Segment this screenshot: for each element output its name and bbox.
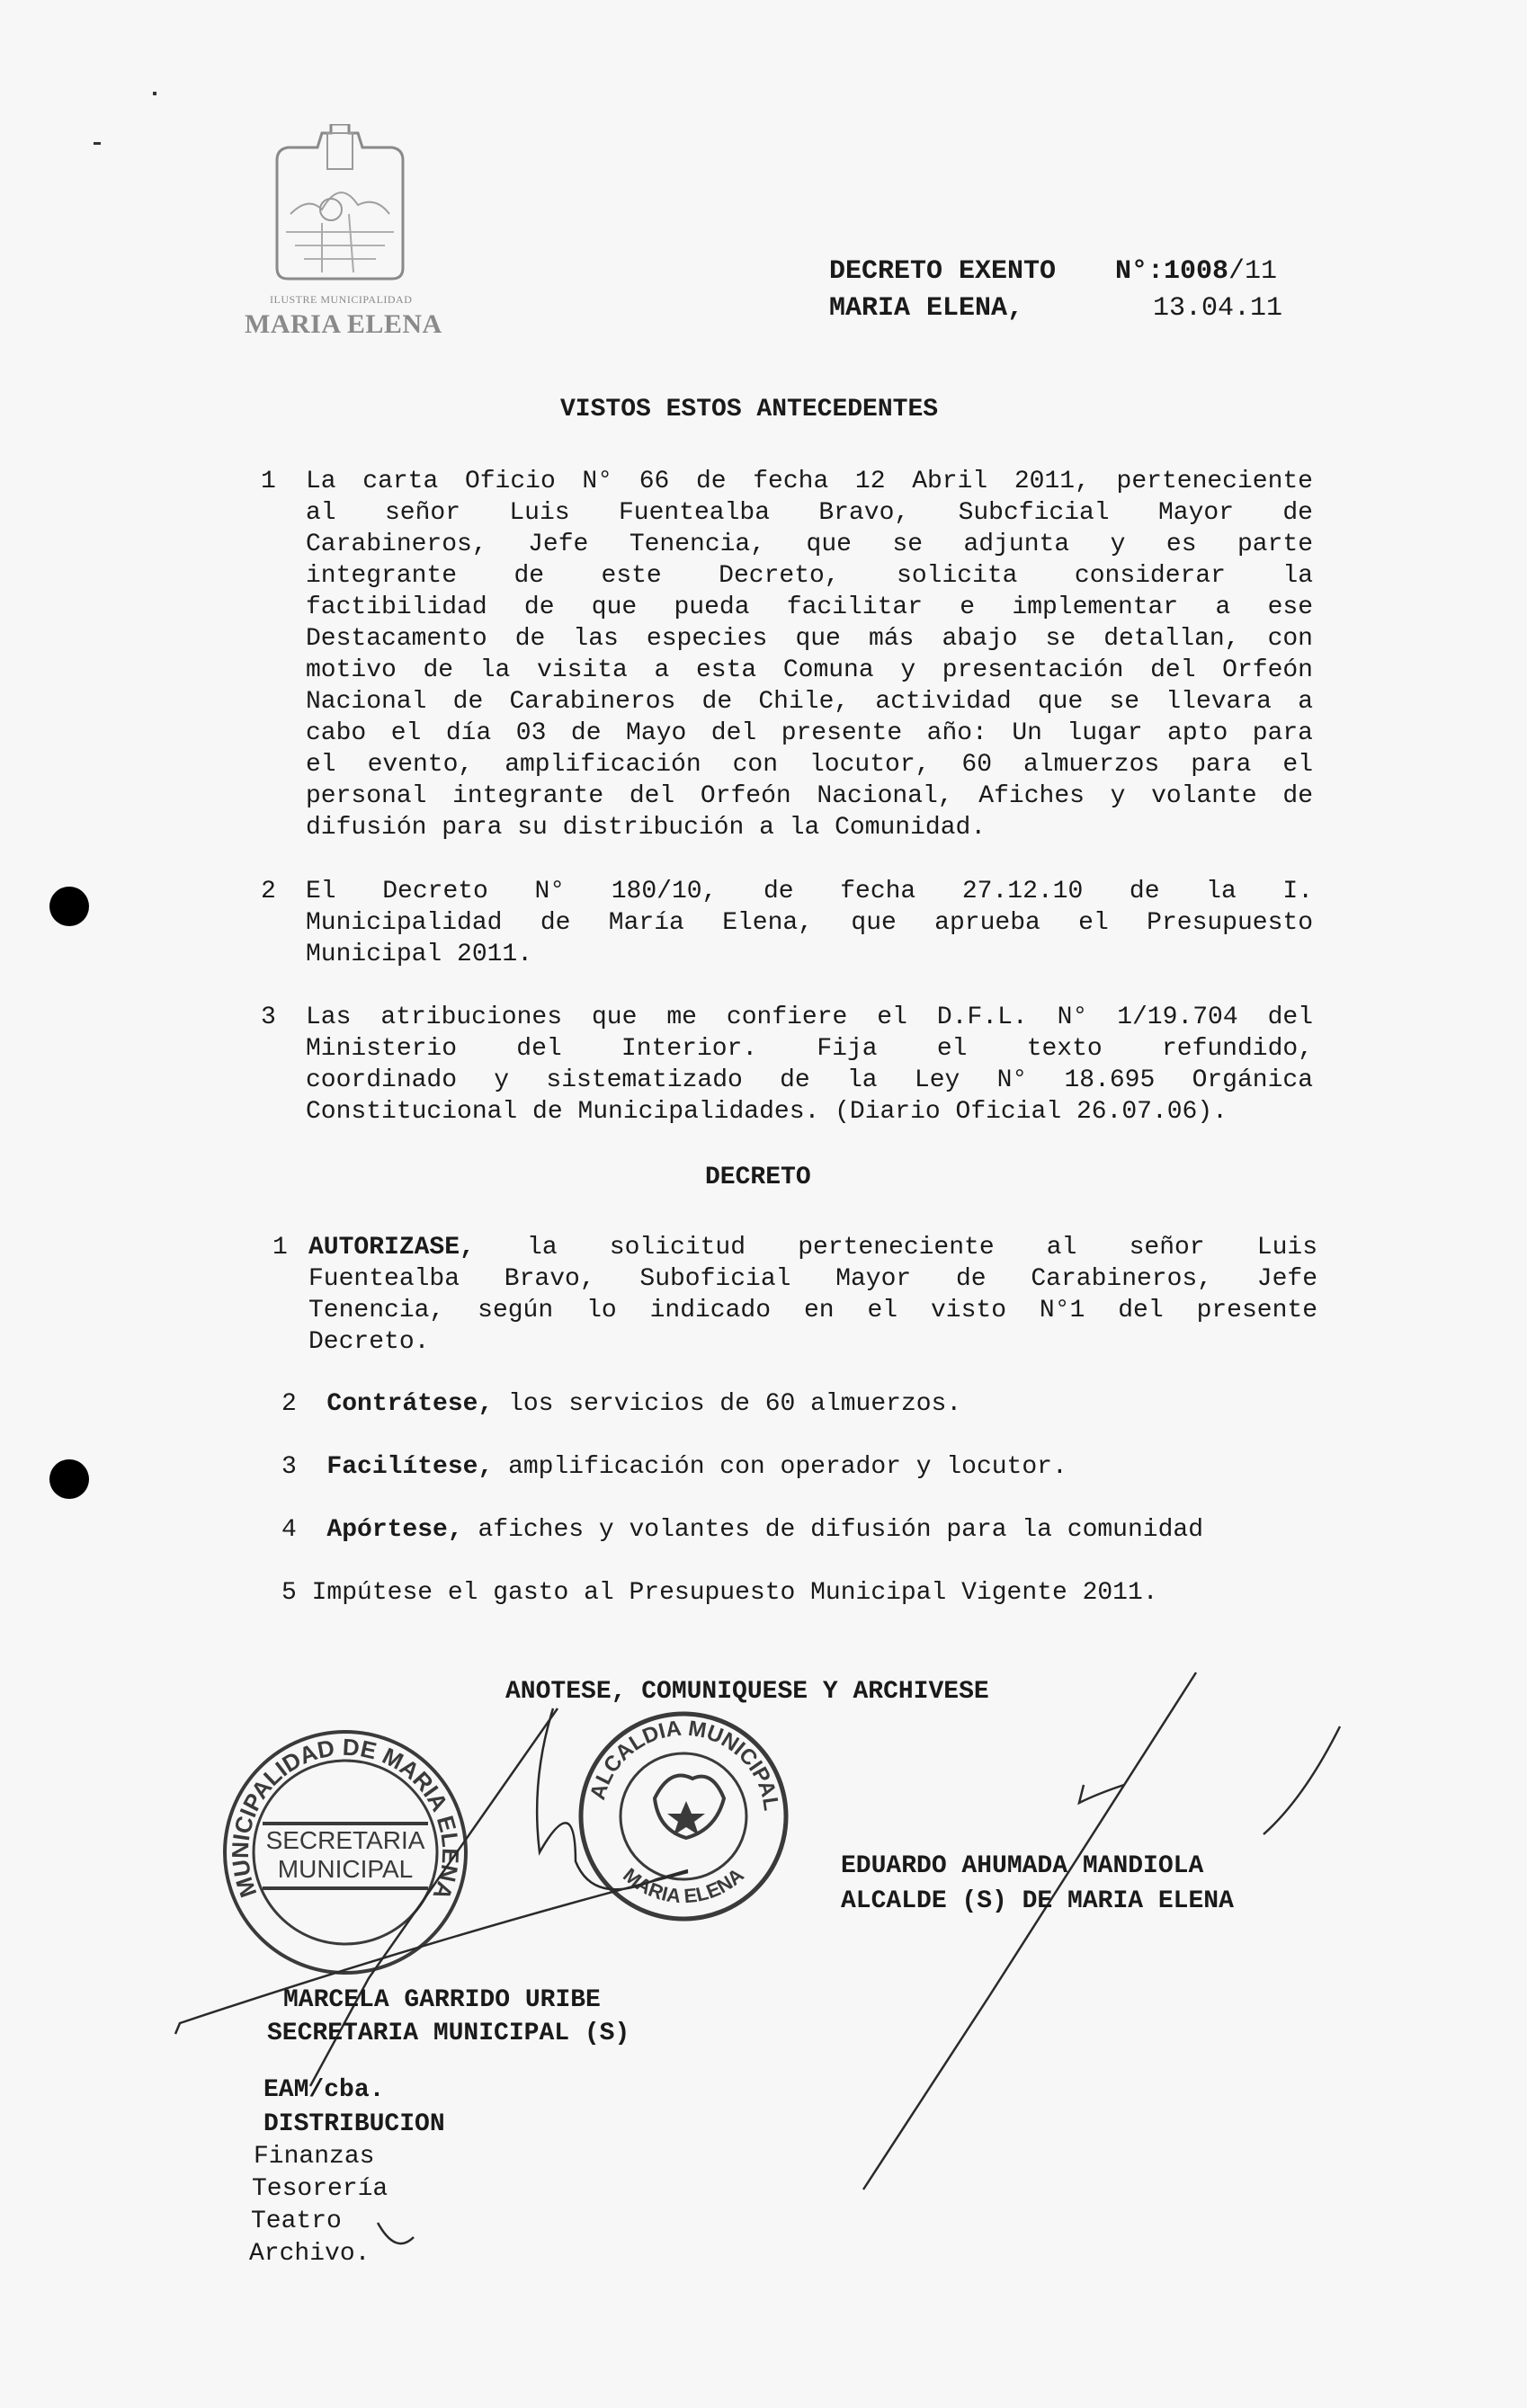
visto-line: Constitucional de Municipalidades. (Diario Oficial 26.07.06). [306,1098,1228,1126]
decree-label: DECRETO EXENTO [829,256,1057,287]
alcaldia-stamp [581,1714,786,1919]
visto-line: coordinado y sistematizado de la Ley N° 18.695 Orgánica [306,1066,1313,1094]
visto-line: Nacional de Carabineros de Chile, actividad que se llevara a [306,688,1313,716]
decreto-item-3 [281,1453,1067,1482]
distribution-item: Teatro [251,2207,342,2235]
decreto-line: Fuentealba Bravo, Suboficial Mayor de Carabineros, Jefe [308,1265,1317,1293]
visto-line: factibilidad de que pueda facilitar e implementar a ese [306,593,1313,621]
visto-line: cabo el día 03 de Mayo del presente año: Un lugar apto para [306,719,1313,747]
visto-line: Ministerio del Interior. Fija el texto refundido, [306,1035,1313,1063]
visto-line: personal integrante del Orfeón Nacional, Afiches y volante de [306,782,1313,810]
decreto-line: Tenencia, según lo indicado en el visto N°1 del presente [308,1297,1317,1324]
stamp-ring-text: MUNICIPALIDAD DE MARIA ELENA [226,1733,465,1904]
decreto-item-5 [281,1579,1158,1608]
distribution-item: Archivo. [249,2240,371,2268]
visto-line: integrante de este Decreto, solicita considerar la [306,562,1313,590]
visto-number: 2 [261,878,276,905]
decreto-text: los servicios de 60 almuerzos. [493,1390,962,1418]
visto-line: al señor Luis Fuentealba Bravo, Subcficial Mayor de [306,499,1313,527]
scan-speck [94,142,101,145]
decreto-item-4 [281,1516,1203,1545]
distribution-item: Finanzas [254,2143,375,2171]
visto-line: Destacamento de las especies que más abajo se detallan, con [306,625,1313,653]
visto-line: Municipalidad de María Elena, que aprueba el Presupuesto [306,909,1313,937]
visto-number: 1 [261,468,276,495]
logo-name: MARIA ELENA [245,309,442,339]
secretary-title: SECRETARIA MUNICIPAL (S) [267,2020,630,2047]
logo-subtitle: ILUSTRE MUNICIPALIDAD [270,293,413,306]
decreto-item-number: 5 [281,1579,297,1607]
number-label: N°: [1115,256,1165,287]
visto-paragraph [306,466,1313,843]
distribution-title: DISTRIBUCION [263,2110,445,2138]
visto-line: difusión para su distribución a la Comunidad. [306,814,987,842]
decreto-title: DECRETO [705,1164,811,1191]
stamp-center-text-2: MUNICIPAL [277,1855,414,1883]
decreto-item-number: 1 [272,1234,288,1262]
number-suffix: /11 [1228,256,1278,287]
decreto-item-number: 3 [281,1453,297,1481]
visto-paragraph [306,876,1313,970]
stamp-center-text-1: SECRETARIA [265,1826,425,1854]
visto-line: Municipal 2011. [306,941,533,968]
visto-line: motivo de la visita a esta Comuna y presentación del Orfeón [306,656,1313,684]
place: MARIA ELENA, [829,293,1024,324]
decreto-item-2 [281,1390,961,1419]
distribution-item: Tesorería [252,2175,388,2203]
visto-paragraph [306,1002,1313,1128]
punch-hole [49,887,89,926]
decreto-verb: AUTORIZASE, [308,1234,475,1262]
punch-hole [49,1459,89,1499]
decree-number [1115,256,1277,288]
visto-line: Carabineros, Jefe Tenencia, que se adjunta y es parte [306,531,1313,558]
mayor-title: ALCALDE (S) DE MARIA ELENA [841,1887,1234,1915]
municipal-crest-logo [268,124,412,288]
decreto-text: amplificación con operador y locutor. [493,1453,1067,1481]
initials: EAM/cba. [263,2076,385,2104]
visto-number: 3 [261,1003,276,1031]
decreto-item-1 [308,1232,1317,1358]
decreto-item-number: 4 [281,1516,297,1544]
visto-line: El Decreto N° 180/10, de fecha 27.12.10 de la I. [306,878,1313,905]
decreto-verb: Contrátese, [326,1390,494,1418]
scan-speck [153,92,156,95]
decreto-text: Impútese el gasto al Presupuesto Municipal Vigente 2011. [311,1579,1158,1607]
mayor-name: EDUARDO AHUMADA MANDIOLA [841,1852,1204,1880]
decreto-verb: Apórtese, [326,1516,463,1544]
decreto-text: afiches y volantes de difusión para la comunidad [462,1516,1203,1544]
number-value: 1008 [1164,256,1229,287]
stamp-bottom-text: MARIA ELENA [619,1863,748,1908]
decreto-item-number: 2 [281,1390,297,1418]
stamp-ring-text: ALCALDIA MUNICIPAL [585,1716,783,1813]
decreto-line [308,1232,1317,1263]
vistos-title: VISTOS ESTOS ANTECEDENTES [560,396,939,424]
visto-line: Las atribuciones que me confiere el D.F.L. N° 1/19.704 del [306,1003,1313,1031]
visto-line: La carta Oficio N° 66 de fecha 12 Abril 2011, perteneciente [306,468,1313,495]
secretary-name: MARCELA GARRIDO URIBE [283,1986,601,2014]
closing-formula: ANOTESE, COMUNIQUESE Y ARCHIVESE [505,1678,989,1706]
decreto-text: la solicitud perteneciente al señor Luis [474,1234,1317,1262]
decree-date: 13.04.11 [1153,293,1283,324]
visto-line: el evento, amplificación con locutor, 60 almuerzos para el [306,751,1313,779]
decreto-verb: Facilítese, [326,1453,494,1481]
secretaria-stamp [225,1732,466,1973]
decreto-line: Decreto. [308,1328,430,1356]
